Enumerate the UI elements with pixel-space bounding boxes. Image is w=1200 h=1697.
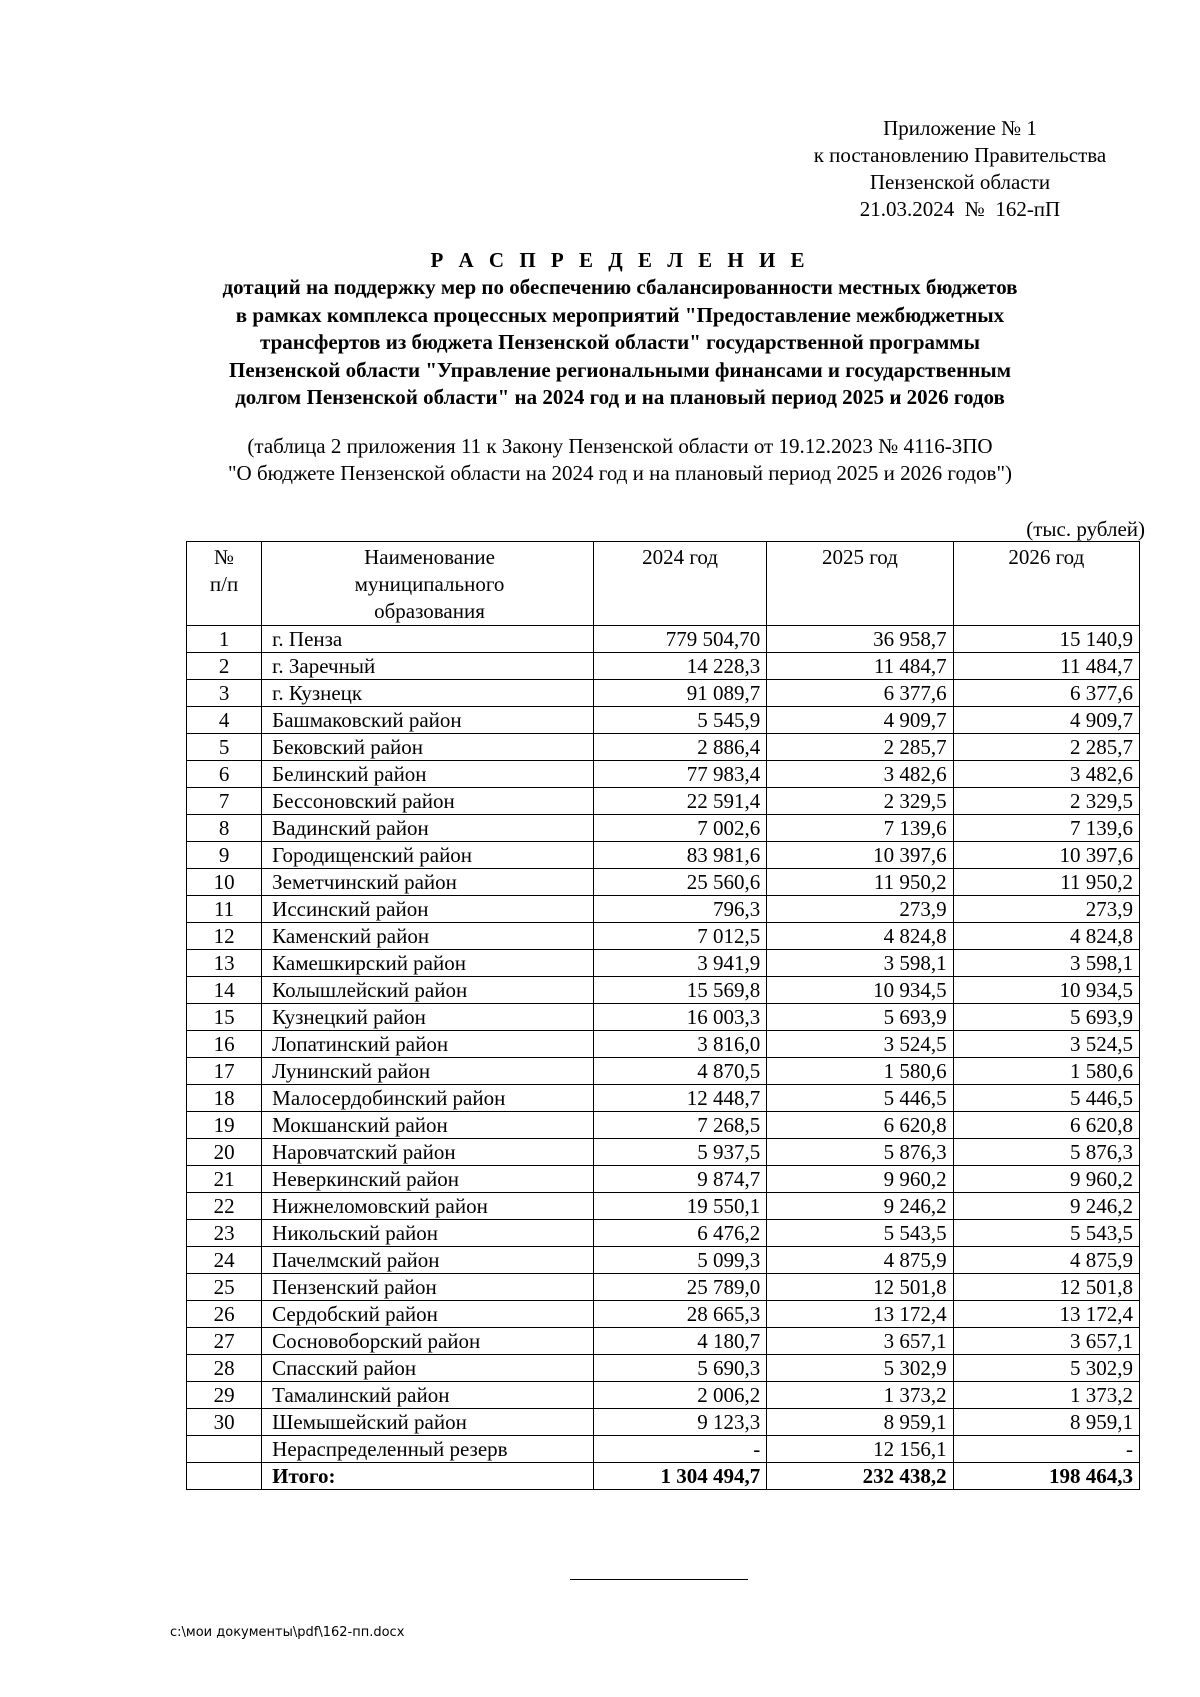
cell-municipality: Малосердобинский район: [262, 1085, 594, 1112]
cell-2025: 12 156,1: [767, 1436, 953, 1463]
table-body: [187, 626, 1140, 1490]
cell-2026: 4 909,7: [953, 707, 1139, 734]
table-row: [187, 1436, 1140, 1463]
cell-2026: 5 302,9: [953, 1355, 1139, 1382]
cell-municipality: Земетчинский район: [262, 869, 594, 896]
cell-2024: 796,3: [593, 896, 766, 923]
cell-2024: 28 665,3: [593, 1301, 766, 1328]
cell-number: 26: [187, 1301, 262, 1328]
cell-municipality: Сосновоборский район: [262, 1328, 594, 1355]
cell-2024: -: [593, 1436, 766, 1463]
cell-municipality: Неверкинский район: [262, 1166, 594, 1193]
table-row: [187, 842, 1140, 869]
table-row: [187, 1274, 1140, 1301]
cell-2026: 198 464,3: [953, 1463, 1139, 1490]
cell-municipality: г. Заречный: [262, 653, 594, 680]
cell-2026: 15 140,9: [953, 626, 1139, 653]
title-line-3: трансфертов из бюджета Пензенской области" государственной программы: [260, 330, 980, 354]
appendix-block: [760, 115, 1160, 223]
header-number: [187, 542, 262, 626]
cell-number: 14: [187, 977, 262, 1004]
table-row: [187, 1301, 1140, 1328]
cell-2025: 2 329,5: [767, 788, 953, 815]
cell-2026: 5 876,3: [953, 1139, 1139, 1166]
table-row: [187, 1328, 1140, 1355]
table-row: [187, 680, 1140, 707]
cell-number: 15: [187, 1004, 262, 1031]
cell-2025: 2 285,7: [767, 734, 953, 761]
file-path: c:\мои документы\pdf\162-пп.docx: [170, 1625, 405, 1640]
cell-2024: 25 789,0: [593, 1274, 766, 1301]
cell-2025: 5 876,3: [767, 1139, 953, 1166]
header-2024: 2024 год: [593, 542, 766, 626]
cell-2025: 8 959,1: [767, 1409, 953, 1436]
cell-2024: 16 003,3: [593, 1004, 766, 1031]
cell-2025: 4 824,8: [767, 923, 953, 950]
cell-2025: 273,9: [767, 896, 953, 923]
cell-municipality: Вадинский район: [262, 815, 594, 842]
cell-2024: 7 268,5: [593, 1112, 766, 1139]
cell-2026: 10 934,5: [953, 977, 1139, 1004]
cell-2025: 3 524,5: [767, 1031, 953, 1058]
cell-2025: 7 139,6: [767, 815, 953, 842]
appendix-line-1: Приложение № 1: [883, 116, 1037, 140]
cell-number: 13: [187, 950, 262, 977]
cell-number: 11: [187, 896, 262, 923]
cell-2025: 10 934,5: [767, 977, 953, 1004]
cell-2024: 9 874,7: [593, 1166, 766, 1193]
cell-number: 18: [187, 1085, 262, 1112]
header-name-line-3: образования: [374, 599, 485, 623]
cell-number: 25: [187, 1274, 262, 1301]
header-name-line-1: Наименование: [364, 545, 495, 569]
cell-2026: 5 693,9: [953, 1004, 1139, 1031]
cell-2024: 15 569,8: [593, 977, 766, 1004]
table-header-row: [187, 542, 1140, 626]
table-row: [187, 1058, 1140, 1085]
title-line-4: Пензенской области "Управление региональными финансами и государственным: [228, 357, 1011, 382]
table-row: [187, 1166, 1140, 1193]
cell-2024: 3 816,0: [593, 1031, 766, 1058]
cell-2026: 5 543,5: [953, 1220, 1139, 1247]
cell-municipality: Мокшанский район: [262, 1112, 594, 1139]
cell-municipality: Тамалинский район: [262, 1382, 594, 1409]
cell-2026: 1 373,2: [953, 1382, 1139, 1409]
cell-2024: 2 006,2: [593, 1382, 766, 1409]
table-row: [187, 734, 1140, 761]
cell-2025: 5 693,9: [767, 1004, 953, 1031]
source-note: [140, 433, 1100, 487]
closing-rule: [570, 1579, 748, 1580]
table-row: [187, 1220, 1140, 1247]
table-row: [187, 1247, 1140, 1274]
title-line-2: в рамках комплекса процессных мероприятий "Предоставление межбюджетных: [235, 302, 1005, 327]
units-label: (тыс. рублей): [1026, 517, 1145, 541]
cell-2026: 3 524,5: [953, 1031, 1139, 1058]
cell-municipality: Бековский район: [262, 734, 594, 761]
cell-municipality: Бессоновский район: [262, 788, 594, 815]
table-row: [187, 1004, 1140, 1031]
header-2025: 2025 год: [767, 542, 953, 626]
cell-2026: 3 657,1: [953, 1328, 1139, 1355]
table-row: [187, 1355, 1140, 1382]
table-row: [187, 815, 1140, 842]
cell-municipality: Лунинский район: [262, 1058, 594, 1085]
cell-municipality: Сердобский район: [262, 1301, 594, 1328]
cell-2025: 5 302,9: [767, 1355, 953, 1382]
cell-municipality: Белинский район: [262, 761, 594, 788]
cell-2024: 7 002,6: [593, 815, 766, 842]
header-2026: 2026 год: [953, 542, 1139, 626]
cell-2026: 8 959,1: [953, 1409, 1139, 1436]
cell-2026: 13 172,4: [953, 1301, 1139, 1328]
cell-2024: 9 123,3: [593, 1409, 766, 1436]
cell-2026: 6 377,6: [953, 680, 1139, 707]
table-row: [187, 788, 1140, 815]
cell-municipality: Кузнецкий район: [262, 1004, 594, 1031]
cell-number: 12: [187, 923, 262, 950]
cell-2025: 11 950,2: [767, 869, 953, 896]
cell-2026: 5 446,5: [953, 1085, 1139, 1112]
cell-2025: 3 598,1: [767, 950, 953, 977]
table-row: [187, 896, 1140, 923]
table-row: [187, 653, 1140, 680]
title-heading: Р А С П Р Е Д Е Л Е Н И Е: [430, 248, 810, 272]
table-row: [187, 626, 1140, 653]
cell-municipality: Пачелмский район: [262, 1247, 594, 1274]
cell-number: 3: [187, 680, 262, 707]
cell-2024: 91 089,7: [593, 680, 766, 707]
cell-number: 28: [187, 1355, 262, 1382]
cell-2026: 4 824,8: [953, 923, 1139, 950]
cell-2024: 6 476,2: [593, 1220, 766, 1247]
header-name: [262, 542, 594, 626]
cell-municipality: г. Кузнецк: [262, 680, 594, 707]
cell-number: 30: [187, 1409, 262, 1436]
table-row: [187, 1031, 1140, 1058]
cell-municipality: Башмаковский район: [262, 707, 594, 734]
title-line-1: дотаций на поддержку мер по обеспечению сбалансированности местных бюджетов: [222, 275, 1018, 299]
cell-number: [187, 1436, 262, 1463]
cell-2024: 5 690,3: [593, 1355, 766, 1382]
cell-number: 9: [187, 842, 262, 869]
cell-municipality: Колышлейский район: [262, 977, 594, 1004]
header-name-line-2: муниципального: [354, 572, 505, 596]
cell-2025: 3 657,1: [767, 1328, 953, 1355]
table-row: [187, 707, 1140, 734]
cell-2026: 2 329,5: [953, 788, 1139, 815]
appendix-line-2: к постановлению Правительства: [813, 143, 1107, 167]
cell-number: 5: [187, 734, 262, 761]
cell-2024: 4 870,5: [593, 1058, 766, 1085]
cell-2025: 9 960,2: [767, 1166, 953, 1193]
cell-2024: 14 228,3: [593, 653, 766, 680]
cell-number: [187, 1463, 262, 1490]
table-row: [187, 950, 1140, 977]
cell-2026: 9 246,2: [953, 1193, 1139, 1220]
cell-2024: 4 180,7: [593, 1328, 766, 1355]
cell-municipality: Нераспределенный резерв: [262, 1436, 594, 1463]
cell-number: 16: [187, 1031, 262, 1058]
cell-number: 2: [187, 653, 262, 680]
cell-2024: 5 099,3: [593, 1247, 766, 1274]
cell-2025: 36 958,7: [767, 626, 953, 653]
table-row: [187, 869, 1140, 896]
cell-2026: 11 950,2: [953, 869, 1139, 896]
cell-municipality: Лопатинский район: [262, 1031, 594, 1058]
cell-2026: 3 482,6: [953, 761, 1139, 788]
cell-number: 19: [187, 1112, 262, 1139]
cell-number: 4: [187, 707, 262, 734]
cell-municipality: Нижнеломовский район: [262, 1193, 594, 1220]
cell-2024: 22 591,4: [593, 788, 766, 815]
cell-number: 22: [187, 1193, 262, 1220]
cell-2024: 77 983,4: [593, 761, 766, 788]
cell-2025: 1 580,6: [767, 1058, 953, 1085]
cell-2025: 6 377,6: [767, 680, 953, 707]
cell-number: 1: [187, 626, 262, 653]
cell-municipality: Никольский район: [262, 1220, 594, 1247]
cell-2026: 273,9: [953, 896, 1139, 923]
cell-municipality: г. Пенза: [262, 626, 594, 653]
cell-2026: 4 875,9: [953, 1247, 1139, 1274]
cell-2025: 11 484,7: [767, 653, 953, 680]
cell-2025: 1 373,2: [767, 1382, 953, 1409]
table-row: [187, 1085, 1140, 1112]
table-row: [187, 1112, 1140, 1139]
document-title: [150, 246, 1090, 412]
cell-2026: 9 960,2: [953, 1166, 1139, 1193]
cell-2024: 1 304 494,7: [593, 1463, 766, 1490]
cell-number: 7: [187, 788, 262, 815]
cell-2025: 10 397,6: [767, 842, 953, 869]
total-row: [187, 1463, 1140, 1490]
cell-2024: 12 448,7: [593, 1085, 766, 1112]
cell-2026: 12 501,8: [953, 1274, 1139, 1301]
cell-2024: 5 937,5: [593, 1139, 766, 1166]
header-number-line-1: №: [214, 545, 235, 569]
cell-number: 20: [187, 1139, 262, 1166]
cell-2025: 4 909,7: [767, 707, 953, 734]
cell-2025: 9 246,2: [767, 1193, 953, 1220]
cell-2024: 83 981,6: [593, 842, 766, 869]
cell-municipality: Пензенский район: [262, 1274, 594, 1301]
cell-municipality: Иссинский район: [262, 896, 594, 923]
cell-2026: 7 139,6: [953, 815, 1139, 842]
table-row: [187, 1193, 1140, 1220]
cell-number: 8: [187, 815, 262, 842]
cell-2024: 19 550,1: [593, 1193, 766, 1220]
cell-number: 23: [187, 1220, 262, 1247]
cell-2026: 11 484,7: [953, 653, 1139, 680]
header-number-line-2: п/п: [209, 572, 239, 596]
cell-2026: 3 598,1: [953, 950, 1139, 977]
source-note-line-1: (таблица 2 приложения 11 к Закону Пензенской области от 19.12.2023 № 4116-ЗПО: [247, 434, 993, 458]
cell-municipality: Городищенский район: [262, 842, 594, 869]
table-row: [187, 923, 1140, 950]
table-row: [187, 1409, 1140, 1436]
cell-2024: 25 560,6: [593, 869, 766, 896]
table-row: [187, 761, 1140, 788]
title-line-5: долгом Пензенской области" на 2024 год и на плановый период 2025 и 2026 годов: [235, 385, 1005, 409]
cell-2026: 10 397,6: [953, 842, 1139, 869]
cell-municipality: Наровчатский район: [262, 1139, 594, 1166]
cell-number: 27: [187, 1328, 262, 1355]
cell-2025: 6 620,8: [767, 1112, 953, 1139]
cell-2025: 13 172,4: [767, 1301, 953, 1328]
cell-number: 10: [187, 869, 262, 896]
cell-2026: 1 580,6: [953, 1058, 1139, 1085]
cell-2025: 5 446,5: [767, 1085, 953, 1112]
table-row: [187, 1139, 1140, 1166]
cell-2025: 232 438,2: [767, 1463, 953, 1490]
appendix-line-3: Пензенской области: [869, 170, 1051, 194]
cell-municipality: Спасский район: [262, 1355, 594, 1382]
cell-number: 17: [187, 1058, 262, 1085]
cell-2024: 779 504,70: [593, 626, 766, 653]
distribution-table: [186, 541, 1140, 1490]
cell-number: 21: [187, 1166, 262, 1193]
cell-2025: 3 482,6: [767, 761, 953, 788]
cell-2024: 3 941,9: [593, 950, 766, 977]
cell-2026: 6 620,8: [953, 1112, 1139, 1139]
cell-2026: 2 285,7: [953, 734, 1139, 761]
cell-2025: 5 543,5: [767, 1220, 953, 1247]
cell-number: 29: [187, 1382, 262, 1409]
cell-2025: 4 875,9: [767, 1247, 953, 1274]
cell-municipality: Каменский район: [262, 923, 594, 950]
cell-municipality: Камешкирский район: [262, 950, 594, 977]
cell-2024: 7 012,5: [593, 923, 766, 950]
table-row: [187, 1382, 1140, 1409]
appendix-line-4: 21.03.2024 № 162-пП: [859, 197, 1061, 221]
cell-number: 24: [187, 1247, 262, 1274]
cell-2025: 12 501,8: [767, 1274, 953, 1301]
cell-2024: 5 545,9: [593, 707, 766, 734]
cell-municipality: Итого:: [262, 1463, 594, 1490]
cell-2024: 2 886,4: [593, 734, 766, 761]
cell-number: 6: [187, 761, 262, 788]
table-row: [187, 977, 1140, 1004]
cell-municipality: Шемышейский район: [262, 1409, 594, 1436]
source-note-line-2: "О бюджете Пензенской области на 2024 год и на плановый период 2025 и 2026 годов"): [227, 461, 1013, 485]
cell-2026: -: [953, 1436, 1139, 1463]
